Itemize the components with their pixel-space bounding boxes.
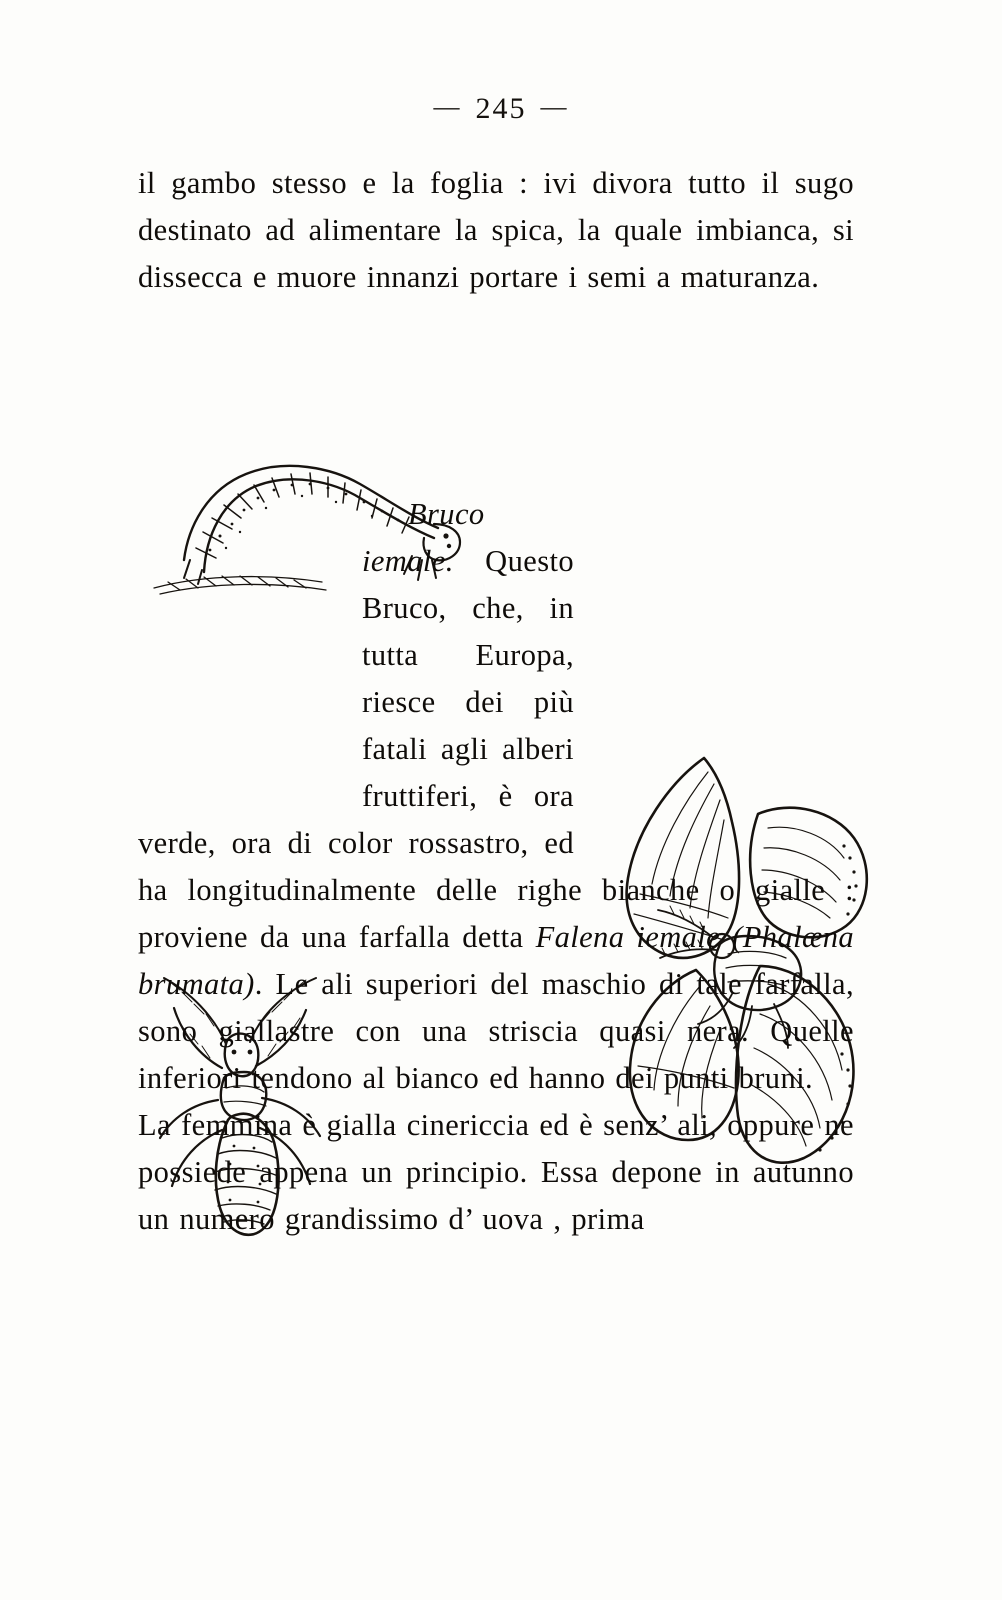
page-text-column (138, 160, 854, 1243)
page-number: 245 (475, 92, 527, 125)
paragraph-1: il gambo stesso e la foglia : ivi divora tutto il sugo destinato ad alimentare la spica, la quale imbianca, si dissecca e muore innanzi portare i semi a maturanza. (138, 166, 854, 294)
paragraph-3: La femmina è gialla cinericcia ed è senz’ ali, oppure ne possiede appena un principio. Essa depone in autunno un numero grandissimo d’ uova , prima (138, 1108, 854, 1236)
female-figure-slot (138, 497, 348, 815)
page-number-header (0, 92, 1002, 126)
paragraph-2 (138, 301, 854, 1102)
moth-figure-slot (586, 305, 854, 845)
species-lead-in: Bruco iemale. (362, 497, 485, 578)
caterpillar-figure-slot (138, 303, 490, 491)
species-latin-name: Falena iemale (Phalæna brumata) (138, 920, 854, 1001)
page-number-dash-right: — (540, 92, 569, 121)
page-number-dash-left: — (433, 92, 462, 121)
paragraph-2-part-a: Questo Bruco, che, in tutta Europa, riesce dei più fatali agli alberi fruttiferi, è ora verde, ora di (138, 544, 574, 860)
paragraph-2-part-b: color rossastro, ed ha longitudinalmente delle righe bianche o gialle : proviene da una farfalla detta (138, 826, 854, 954)
paragraph-2-part-c: . Le ali superiori del maschio di tale farfalla, sono giallastre con una striscia quasi nera. Quelle inferiori tendono al bianco ed hanno dei punti bruni. (138, 967, 854, 1095)
